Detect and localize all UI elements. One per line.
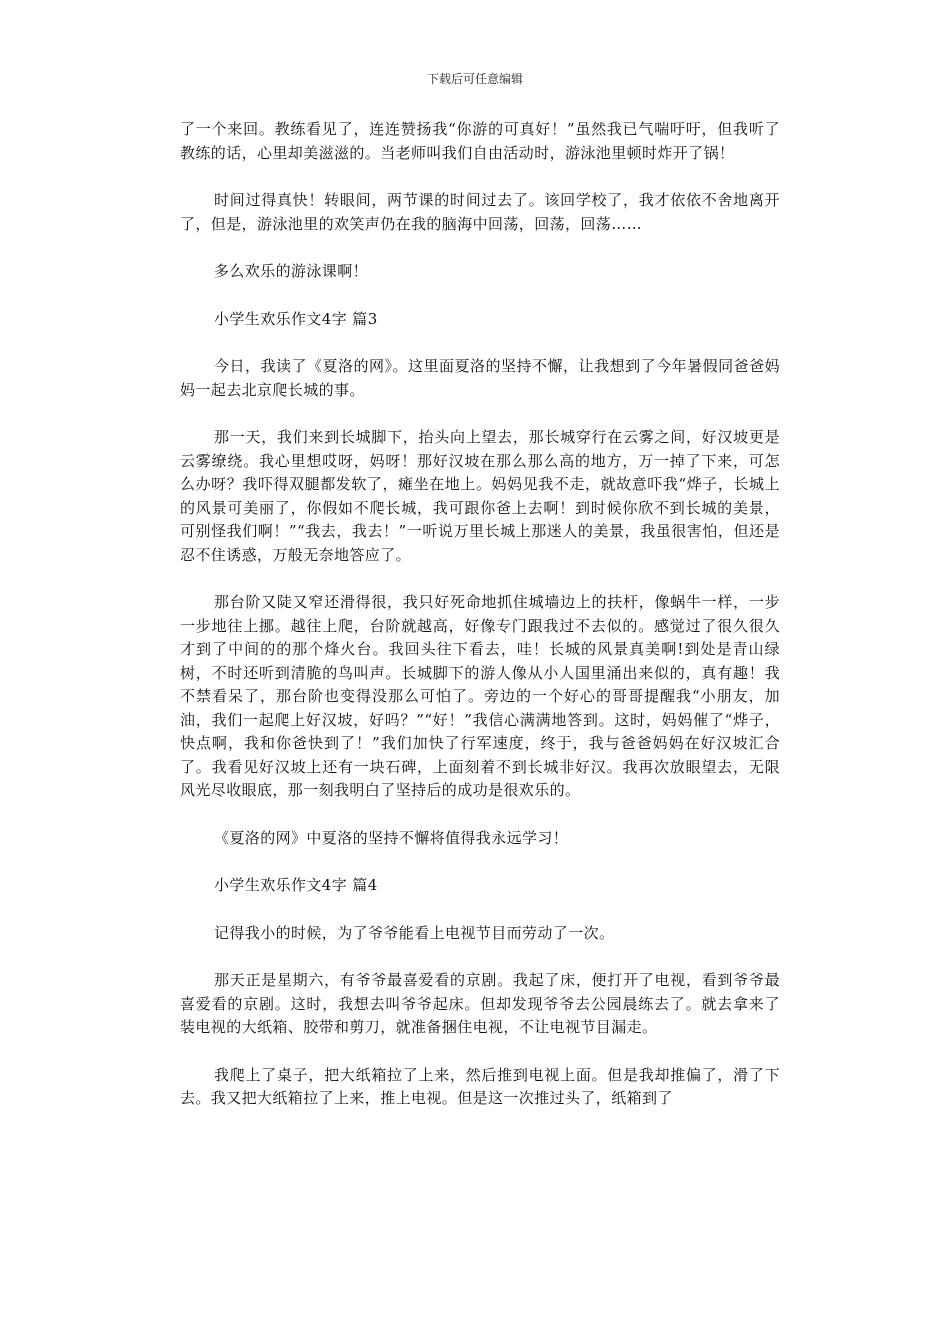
paragraph: 今日，我读了《夏洛的网》。这里面夏洛的坚持不懈，让我想到了今年暑假同爸爸妈妈一起去北京爬长城的事。 [180, 357, 780, 399]
page-header: 下载后可任意编辑 [426, 72, 523, 86]
section-heading: 小学生欢乐作文4字 篇4 [214, 876, 378, 894]
document-body [180, 118, 780, 1111]
paragraph: 那天正是星期六，有爷爷最喜爱看的京剧。我起了床，便打开了电视，看到爷爷最喜爱看的京剧。这时，我想去叫爷爷起床。但却发现爷爷去公园晨练去了。就去拿来了装电视的大纸箱、胶带和剪刀，就准备捆住电视，不让电视节目漏走。 [180, 971, 780, 1036]
paragraph: 记得我小的时候，为了爷爷能看上电视节目而劳动了一次。 [214, 923, 615, 942]
paragraph: 了一个来回。教练看见了，连连赞扬我“你游的可真好！”虽然我已气喘吁吁，但我听了教练的话，心里却美滋滋的。当老师叫我们自由活动时，游泳池里顿时炸开了锅！ [180, 120, 780, 162]
paragraph: 那台阶又陡又窄还滑得很，我只好死命地抓住城墙边上的扶杆，像蜗牛一样，一步一步地往上挪。越往上爬，台阶就越高，好像专门跟我过不去似的。感觉过了很久很久才到了中间的的那个烽火台。我回头往下看去，哇！长城的风景真美啊!到处是青山绿树，不时还听到清脆的鸟叫声。长城脚下的游人像从小人国里涌出来似的，真有趣！我不禁看呆了，那台阶也变得没那么可怕了。旁边的一个好心的哥哥提醒我“小朋友，加油，我们一起爬上好汉坡，好吗？”“好！”我信心满满地答到。这时，妈妈催了“烨子，快点啊，我和你爸快到了！”我们加快了行军速度，终于，我与爸爸妈妈在好汉坡汇合了。我看见好汉坡上还有一块石碑，上面刻着不到长城非好汉。我再次放眼望去，无限风光尽收眼底，那一刻我明白了坚持后的成功是很欢乐的。 [180, 593, 780, 799]
paragraph: 那一天，我们来到长城脚下，抬头向上望去，那长城穿行在云雾之间，好汉坡更是云雾缭绕。我心里想哎呀，妈呀！那好汉坡在那么那么高的地方，万一掉了下来，可怎么办呀？我吓得双腿都发软了，瘫坐在地上。妈妈见我不走，就故意吓我“烨子，长城上的风景可美丽了，你假如不爬长城，我可跟你爸上去啊！到时候你欣不到长城的美景，可别怪我们啊！”“我去，我去！”一听说万里长城上那迷人的美景，我虽很害怕，但还是忍不住诱惑，万般无奈地答应了。 [180, 428, 780, 564]
paragraph: 《夏洛的网》中夏洛的坚持不懈将值得我永远学习！ [214, 828, 569, 847]
section-heading: 小学生欢乐作文4字 篇3 [214, 309, 378, 328]
paragraph: 我爬上了桌子，把大纸箱拉了上来，然后推到电视上面。但是我却推偏了，滑了下去。我又把大纸箱拉了上来，推上电视。但是这一次推过头了，纸箱到了 [180, 1065, 780, 1107]
paragraph: 时间过得真快！转眼间，两节课的时间过去了。该回学校了，我才依依不舍地离开了，但是，游泳池里的欢笑声仍在我的脑海中回荡，回荡，回荡…… [180, 191, 780, 233]
paragraph: 多么欢乐的游泳课啊！ [214, 262, 369, 280]
